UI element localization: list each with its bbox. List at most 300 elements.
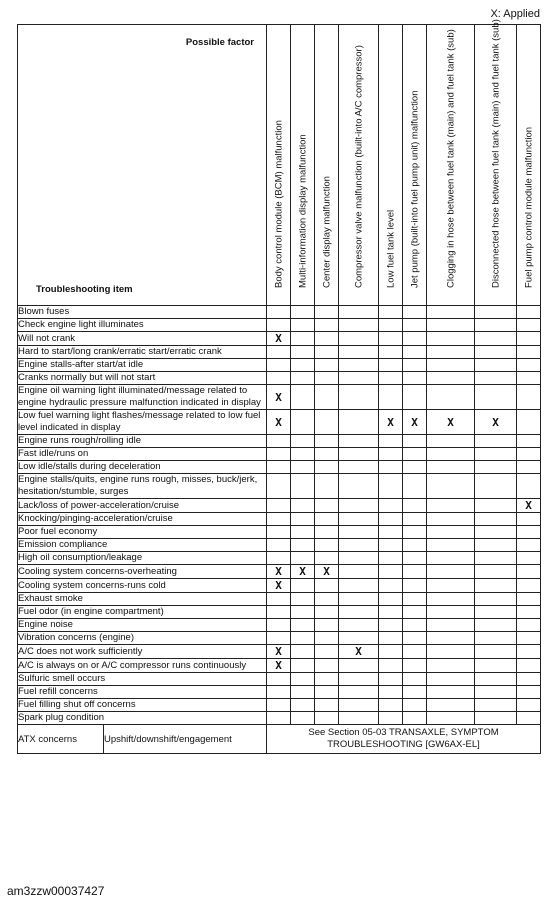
applied-cell xyxy=(379,645,403,659)
applied-cell xyxy=(427,659,475,673)
applied-cell: X xyxy=(475,410,517,435)
factor-label: Disconnected hose between fuel tank (main) and fuel tank (sub) xyxy=(490,19,501,288)
applied-cell xyxy=(403,499,427,513)
troubleshooting-item: Cooling system concerns-overheating xyxy=(18,565,267,579)
applied-cell xyxy=(475,332,517,346)
applied-cell xyxy=(517,606,541,619)
applied-cell: X xyxy=(427,410,475,435)
applied-cell xyxy=(427,513,475,526)
applied-cell xyxy=(403,539,427,552)
applied-cell xyxy=(517,435,541,448)
applied-cell xyxy=(379,332,403,346)
applied-cell xyxy=(267,513,291,526)
applied-cell xyxy=(339,579,379,593)
applied-cell xyxy=(475,673,517,686)
troubleshooting-item: Engine runs rough/rolling idle xyxy=(18,435,267,448)
applied-cell xyxy=(427,712,475,725)
applied-cell xyxy=(517,552,541,565)
table-row xyxy=(18,593,541,606)
applied-cell xyxy=(267,499,291,513)
troubleshooting-item: Engine stalls/quits, engine runs rough, misses, buck/jerk, hesitation/stumble, surges xyxy=(18,474,267,499)
applied-cell xyxy=(427,306,475,319)
applied-cell xyxy=(291,448,315,461)
applied-cell xyxy=(315,593,339,606)
applied-cell xyxy=(403,659,427,673)
factor-header xyxy=(339,25,379,306)
applied-cell xyxy=(517,346,541,359)
table-row xyxy=(18,699,541,712)
applied-cell xyxy=(379,319,403,332)
table-row xyxy=(18,673,541,686)
applied-cell xyxy=(475,448,517,461)
applied-cell xyxy=(339,606,379,619)
applied-cell xyxy=(517,410,541,435)
troubleshooting-item: Check engine light illuminates xyxy=(18,319,267,332)
factor-label: Body control module (BCM) malfunction xyxy=(273,120,284,288)
applied-cell xyxy=(379,526,403,539)
applied-cell xyxy=(379,346,403,359)
applied-cell xyxy=(291,539,315,552)
applied-cell xyxy=(517,359,541,372)
factor-header xyxy=(403,25,427,306)
applied-cell xyxy=(517,319,541,332)
troubleshooting-item: Engine oil warning light illuminated/message related to engine hydraulic pressure malfunction indicated in display xyxy=(18,385,267,410)
troubleshooting-item: Engine stalls-after start/at idle xyxy=(18,359,267,372)
applied-cell xyxy=(315,632,339,645)
applied-cell xyxy=(427,359,475,372)
applied-cell xyxy=(427,552,475,565)
applied-cell xyxy=(339,593,379,606)
table-row xyxy=(18,448,541,461)
applied-cell xyxy=(403,606,427,619)
applied-cell xyxy=(403,686,427,699)
applied-cell xyxy=(291,513,315,526)
applied-cell xyxy=(517,699,541,712)
applied-cell xyxy=(379,712,403,725)
troubleshooting-item: Vibration concerns (engine) xyxy=(18,632,267,645)
applied-cell: X xyxy=(267,645,291,659)
applied-cell xyxy=(517,385,541,410)
applied-cell xyxy=(475,359,517,372)
table-row xyxy=(18,474,541,499)
troubleshooting-item: Fuel filling shut off concerns xyxy=(18,699,267,712)
troubleshooting-matrix xyxy=(17,19,541,754)
troubleshooting-item: Engine noise xyxy=(18,619,267,632)
applied-cell xyxy=(475,659,517,673)
troubleshooting-item-label: Troubleshooting item xyxy=(36,284,133,295)
applied-cell xyxy=(403,461,427,474)
applied-cell xyxy=(315,372,339,385)
applied-cell xyxy=(475,606,517,619)
applied-cell xyxy=(475,593,517,606)
table-row xyxy=(18,461,541,474)
applied-cell xyxy=(475,565,517,579)
applied-cell xyxy=(339,539,379,552)
applied-cell xyxy=(315,435,339,448)
troubleshooting-item: Blown fuses xyxy=(18,306,267,319)
applied-cell xyxy=(291,346,315,359)
applied-cell xyxy=(427,372,475,385)
applied-cell xyxy=(517,712,541,725)
applied-cell xyxy=(517,448,541,461)
applied-cell xyxy=(315,461,339,474)
possible-factor-label: Possible factor xyxy=(185,37,254,48)
applied-cell xyxy=(475,552,517,565)
troubleshooting-item: Cooling system concerns-runs cold xyxy=(18,579,267,593)
applied-cell xyxy=(339,499,379,513)
applied-cell xyxy=(427,593,475,606)
table-row xyxy=(18,645,541,659)
table-row xyxy=(18,712,541,725)
applied-cell xyxy=(403,306,427,319)
table-row xyxy=(18,319,541,332)
applied-cell xyxy=(267,686,291,699)
applied-cell xyxy=(403,645,427,659)
applied-cell: X xyxy=(267,410,291,435)
applied-cell xyxy=(339,565,379,579)
applied-cell xyxy=(339,332,379,346)
table-row xyxy=(18,332,541,346)
applied-cell xyxy=(267,606,291,619)
applied-cell: X xyxy=(267,659,291,673)
applied-cell: X xyxy=(267,385,291,410)
applied-cell xyxy=(291,332,315,346)
troubleshooting-item: Exhaust smoke xyxy=(18,593,267,606)
table-row xyxy=(18,632,541,645)
applied-cell xyxy=(517,632,541,645)
applied-cell xyxy=(517,579,541,593)
applied-cell xyxy=(291,686,315,699)
applied-cell xyxy=(427,579,475,593)
applied-cell xyxy=(291,632,315,645)
applied-cell xyxy=(315,410,339,435)
applied-cell xyxy=(315,645,339,659)
atx-reference: See Section 05-03 TRANSAXLE, SYMPTOM TROUBLESHOOTING [GW6AX-EL] xyxy=(267,725,541,754)
applied-cell xyxy=(517,513,541,526)
applied-cell xyxy=(379,474,403,499)
applied-cell xyxy=(403,346,427,359)
table-row xyxy=(18,410,541,435)
applied-cell xyxy=(517,461,541,474)
factor-label: Fuel pump control module malfunction xyxy=(523,126,534,288)
applied-cell xyxy=(403,372,427,385)
troubleshooting-item: Low fuel warning light flashes/message related to low fuel level indicated in display xyxy=(18,410,267,435)
applied-cell xyxy=(475,699,517,712)
applied-cell xyxy=(475,619,517,632)
applied-cell xyxy=(475,306,517,319)
factor-header xyxy=(475,19,517,306)
factor-label: Jet pump (built-into fuel pump unit) malfunction xyxy=(409,90,420,288)
applied-cell: X xyxy=(315,565,339,579)
applied-cell xyxy=(315,526,339,539)
applied-cell xyxy=(475,372,517,385)
applied-cell xyxy=(379,435,403,448)
troubleshooting-item: Sulfuric smell occurs xyxy=(18,673,267,686)
applied-cell xyxy=(427,319,475,332)
applied-cell xyxy=(339,372,379,385)
troubleshooting-item: Knocking/pinging-acceleration/cruise xyxy=(18,513,267,526)
applied-cell xyxy=(267,526,291,539)
applied-cell xyxy=(475,499,517,513)
applied-cell xyxy=(291,319,315,332)
applied-cell xyxy=(517,593,541,606)
applied-cell xyxy=(267,539,291,552)
applied-cell xyxy=(475,319,517,332)
table-row xyxy=(18,565,541,579)
applied-cell xyxy=(267,372,291,385)
table-row xyxy=(18,659,541,673)
applied-cell xyxy=(427,474,475,499)
applied-cell xyxy=(379,552,403,565)
applied-cell xyxy=(379,461,403,474)
applied-cell xyxy=(427,448,475,461)
applied-cell xyxy=(267,712,291,725)
applied-cell xyxy=(427,686,475,699)
applied-cell xyxy=(403,673,427,686)
applied-cell xyxy=(267,448,291,461)
applied-cell xyxy=(339,461,379,474)
applied-cell xyxy=(315,385,339,410)
factor-header xyxy=(427,25,475,306)
applied-cell xyxy=(403,712,427,725)
applied-cell xyxy=(315,513,339,526)
applied-cell xyxy=(517,539,541,552)
applied-cell xyxy=(339,659,379,673)
applied-cell xyxy=(475,435,517,448)
applied-cell xyxy=(267,346,291,359)
applied-cell xyxy=(403,526,427,539)
applied-cell xyxy=(403,632,427,645)
applied-cell xyxy=(315,474,339,499)
applied-cell xyxy=(403,448,427,461)
legend: X: Applied xyxy=(490,8,540,20)
applied-cell xyxy=(291,526,315,539)
atx-label: ATX concerns xyxy=(18,725,104,754)
atx-detail: Upshift/downshift/engagement xyxy=(104,725,267,754)
applied-cell xyxy=(315,619,339,632)
figure-caption: am3zzw00037427 xyxy=(7,884,105,898)
troubleshooting-item: Hard to start/long crank/erratic start/erratic crank xyxy=(18,346,267,359)
applied-cell xyxy=(379,673,403,686)
table-row xyxy=(18,306,541,319)
applied-cell: X xyxy=(267,579,291,593)
applied-cell xyxy=(339,552,379,565)
applied-cell xyxy=(475,346,517,359)
applied-cell xyxy=(291,474,315,499)
applied-cell xyxy=(379,619,403,632)
applied-cell xyxy=(403,474,427,499)
applied-cell xyxy=(315,606,339,619)
applied-cell xyxy=(267,619,291,632)
factor-header xyxy=(517,25,541,306)
applied-cell xyxy=(475,513,517,526)
applied-cell xyxy=(427,645,475,659)
applied-cell xyxy=(267,435,291,448)
applied-cell xyxy=(379,372,403,385)
troubleshooting-item: Poor fuel economy xyxy=(18,526,267,539)
applied-cell xyxy=(427,435,475,448)
applied-cell xyxy=(475,579,517,593)
applied-cell: X xyxy=(403,410,427,435)
applied-cell xyxy=(339,306,379,319)
applied-cell xyxy=(379,306,403,319)
applied-cell xyxy=(339,699,379,712)
applied-cell: X xyxy=(291,565,315,579)
applied-cell xyxy=(403,699,427,712)
applied-cell xyxy=(427,565,475,579)
applied-cell xyxy=(291,461,315,474)
applied-cell xyxy=(339,359,379,372)
applied-cell xyxy=(379,359,403,372)
applied-cell xyxy=(517,686,541,699)
applied-cell xyxy=(291,306,315,319)
applied-cell xyxy=(291,410,315,435)
applied-cell xyxy=(475,632,517,645)
applied-cell xyxy=(427,332,475,346)
applied-cell xyxy=(427,539,475,552)
applied-cell xyxy=(517,645,541,659)
applied-cell xyxy=(517,306,541,319)
troubleshooting-item: Fuel refill concerns xyxy=(18,686,267,699)
applied-cell xyxy=(267,673,291,686)
applied-cell xyxy=(267,461,291,474)
table-row xyxy=(18,619,541,632)
troubleshooting-item: Will not crank xyxy=(18,332,267,346)
applied-cell xyxy=(291,499,315,513)
applied-cell xyxy=(403,552,427,565)
applied-cell xyxy=(267,593,291,606)
troubleshooting-item: High oil consumption/leakage xyxy=(18,552,267,565)
applied-cell xyxy=(339,526,379,539)
table-row xyxy=(18,513,541,526)
applied-cell: X xyxy=(267,332,291,346)
applied-cell xyxy=(339,513,379,526)
applied-cell xyxy=(427,526,475,539)
applied-cell xyxy=(427,606,475,619)
applied-cell xyxy=(339,686,379,699)
applied-cell xyxy=(379,385,403,410)
applied-cell xyxy=(379,659,403,673)
applied-cell xyxy=(427,461,475,474)
applied-cell xyxy=(475,712,517,725)
applied-cell xyxy=(403,565,427,579)
table-row xyxy=(18,552,541,565)
applied-cell xyxy=(267,699,291,712)
applied-cell xyxy=(339,385,379,410)
applied-cell xyxy=(315,659,339,673)
header-row xyxy=(18,25,541,306)
applied-cell xyxy=(339,673,379,686)
applied-cell xyxy=(403,319,427,332)
factor-label: Low fuel tank level xyxy=(385,209,396,288)
applied-cell xyxy=(267,552,291,565)
applied-cell xyxy=(475,385,517,410)
table-row xyxy=(18,372,541,385)
applied-cell xyxy=(339,346,379,359)
applied-cell xyxy=(379,632,403,645)
factor-label: Multi-information display malfunction xyxy=(297,134,308,288)
applied-cell xyxy=(315,579,339,593)
applied-cell xyxy=(403,359,427,372)
applied-cell xyxy=(427,632,475,645)
applied-cell xyxy=(475,645,517,659)
factor-header xyxy=(315,25,339,306)
applied-cell xyxy=(379,593,403,606)
applied-cell: X xyxy=(339,645,379,659)
applied-cell xyxy=(267,319,291,332)
table-row xyxy=(18,526,541,539)
applied-cell xyxy=(403,619,427,632)
applied-cell xyxy=(291,372,315,385)
applied-cell xyxy=(339,619,379,632)
troubleshooting-item: A/C is always on or A/C compressor runs continuously xyxy=(18,659,267,673)
factor-label: Compressor valve malfunction (built-into A/C compressor) xyxy=(353,45,364,288)
factor-header xyxy=(291,25,315,306)
applied-cell xyxy=(267,474,291,499)
factor-header xyxy=(267,25,291,306)
applied-cell xyxy=(379,579,403,593)
header-corner xyxy=(18,25,267,306)
table-row xyxy=(18,385,541,410)
applied-cell xyxy=(315,712,339,725)
applied-cell xyxy=(315,552,339,565)
applied-cell xyxy=(291,606,315,619)
applied-cell xyxy=(315,539,339,552)
applied-cell xyxy=(291,645,315,659)
troubleshooting-item: Emission compliance xyxy=(18,539,267,552)
troubleshooting-item: Spark plug condition xyxy=(18,712,267,725)
troubleshooting-item: Fuel odor (in engine compartment) xyxy=(18,606,267,619)
applied-cell xyxy=(517,332,541,346)
applied-cell xyxy=(291,673,315,686)
table-row xyxy=(18,346,541,359)
applied-cell xyxy=(403,513,427,526)
applied-cell xyxy=(315,499,339,513)
table-row xyxy=(18,539,541,552)
applied-cell xyxy=(427,673,475,686)
applied-cell xyxy=(427,385,475,410)
table-row xyxy=(18,579,541,593)
factor-header xyxy=(379,25,403,306)
applied-cell xyxy=(517,565,541,579)
applied-cell xyxy=(291,385,315,410)
applied-cell xyxy=(403,593,427,606)
applied-cell xyxy=(379,699,403,712)
applied-cell xyxy=(291,359,315,372)
applied-cell xyxy=(291,699,315,712)
table-row xyxy=(18,359,541,372)
applied-cell xyxy=(267,359,291,372)
applied-cell: X xyxy=(267,565,291,579)
applied-cell xyxy=(379,513,403,526)
applied-cell xyxy=(315,359,339,372)
applied-cell xyxy=(475,539,517,552)
applied-cell xyxy=(475,461,517,474)
applied-cell xyxy=(475,526,517,539)
applied-cell xyxy=(403,385,427,410)
applied-cell xyxy=(315,306,339,319)
applied-cell xyxy=(517,526,541,539)
applied-cell xyxy=(475,686,517,699)
applied-cell xyxy=(267,632,291,645)
applied-cell xyxy=(291,435,315,448)
applied-cell xyxy=(379,499,403,513)
applied-cell xyxy=(403,579,427,593)
applied-cell xyxy=(291,552,315,565)
applied-cell xyxy=(475,474,517,499)
applied-cell xyxy=(517,372,541,385)
applied-cell xyxy=(291,593,315,606)
